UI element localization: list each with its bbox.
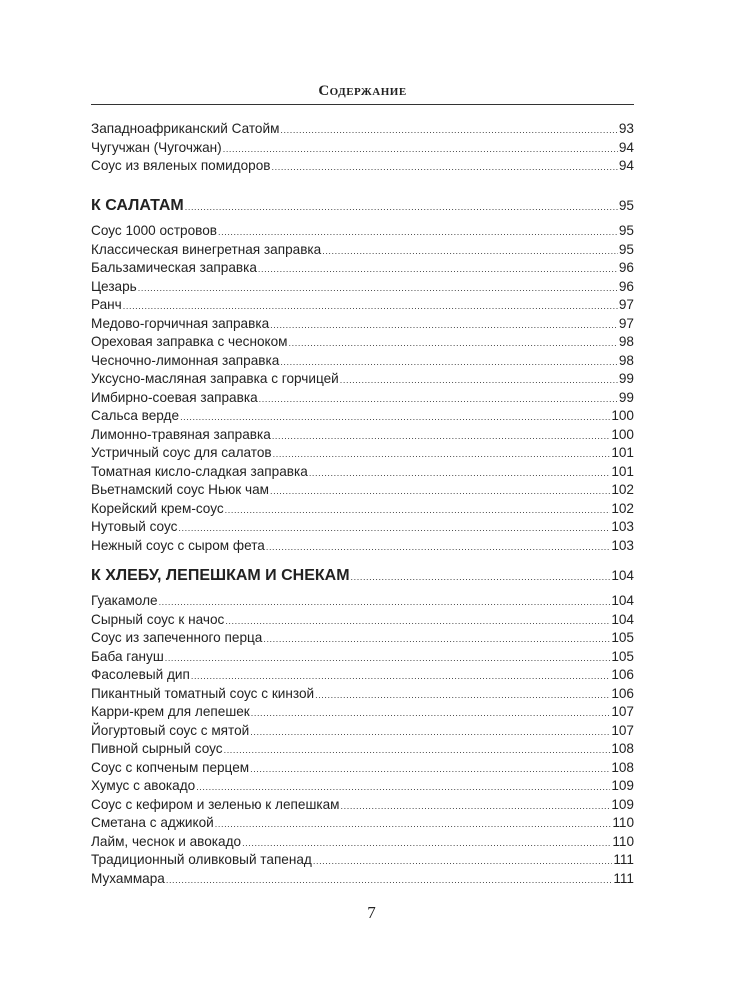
header-rule [91,104,634,105]
toc-entry[interactable] [91,222,634,241]
dot-leader [322,242,618,261]
dot-leader [225,501,611,520]
dot-leader [351,564,611,590]
toc-entry-page: 111 [613,852,634,867]
toc-entry[interactable] [91,444,634,463]
toc-entry-title: Лимонно-травяная заправка [91,426,271,442]
dot-leader [270,316,618,335]
toc-entry-page: 102 [611,482,634,497]
toc-entry-title: Баба гануш [91,648,164,664]
dot-leader [185,194,618,220]
dot-leader [280,353,618,372]
toc-entry-page: 104 [611,611,634,627]
toc-section-title: К ХЛЕБУ, ЛЕПЕШКАМ И СНЕКАМ [91,567,350,584]
toc-entry-page: 110 [612,815,634,830]
toc-entry-title: Нежный соус с сыром фета [91,537,265,553]
dot-leader [272,427,611,446]
toc-entry[interactable] [91,777,634,796]
dot-leader [215,815,612,834]
dot-leader [263,630,610,649]
dot-leader [258,260,618,279]
toc-entry-page: 100 [611,408,634,423]
dot-leader [280,121,617,140]
toc-entry-title: Чугучжан (Чугочжан) [91,139,222,155]
toc-entry[interactable] [91,518,634,537]
toc-entry-title: Имбирно-соевая заправка [91,389,258,405]
dot-leader [242,834,611,853]
toc-entry-title: Медово-горчичная заправка [91,315,270,331]
toc-entry[interactable] [91,796,634,815]
dot-leader [166,871,612,890]
toc-entry[interactable] [91,370,634,389]
toc-entry[interactable] [91,759,634,778]
toc-entry-page: 107 [611,704,634,719]
toc-entry-title: Соус с кефиром и зеленью к лепешкам [91,796,340,812]
toc-entry-title: Традиционный оливковый тапенад [91,852,312,867]
toc-entry-title: Сырный соус к начос [91,611,225,627]
toc-entry-page: 106 [611,667,634,682]
toc-entry-title: Ореховая заправка с чесноком [91,334,288,349]
toc-entry-title: Хумус с авокадо [91,778,196,793]
toc-entry-page: 99 [618,389,634,405]
toc-entry-title: Западноафриканский Сатойм [91,121,280,136]
page-number: 7 [367,903,376,922]
toc-entry-title: Нутовый соус [91,519,178,534]
dot-leader [341,797,611,816]
toc-entry[interactable] [91,592,634,611]
toc-entry-title: Классическая винегретная заправка [91,241,322,257]
toc-entry[interactable] [91,870,634,889]
dot-leader [272,158,618,177]
dot-leader [259,390,618,409]
toc-entry-page: 98 [618,334,634,349]
toc-entry-page: 109 [611,796,634,812]
toc-entry[interactable] [91,389,634,408]
toc-entry-page: 100 [611,426,634,442]
toc-entry[interactable] [91,703,634,722]
dot-leader [270,482,610,501]
dot-leader [250,723,610,742]
toc-entry-title: Соус из запеченного перца [91,630,263,645]
toc-entry[interactable] [91,296,634,315]
toc-entry[interactable] [91,666,634,685]
dot-leader [123,297,618,316]
dot-leader [165,649,611,668]
toc-entry-page: 101 [611,445,634,460]
toc-entry-title: Цезарь [91,278,137,294]
toc-entry-page: 105 [611,648,634,664]
toc-section-page: 95 [618,198,634,213]
toc-entry-title: Ранч [91,297,122,312]
toc-entry-title: Мухаммара [91,870,165,886]
toc-entry[interactable] [91,685,634,704]
toc-entry-page: 104 [611,593,634,608]
dot-leader [315,686,610,705]
toc-entry[interactable] [91,407,634,426]
toc-entry-page: 103 [611,519,634,534]
toc-section-title: К САЛАТАМ [91,197,184,214]
toc-entry-title: Чесночно-лимонная заправка [91,352,280,368]
toc-entry[interactable] [91,814,634,833]
toc-entry-title: Карри-крем для лепешек [91,704,250,719]
toc-entry-title: Соус с копченым перцем [91,759,250,775]
toc-entry-title: Пивной сырный соус [91,741,223,756]
toc-entry[interactable] [91,241,634,260]
toc-section-bread-snacks [91,563,634,888]
toc-section-page: 104 [611,568,634,583]
toc-entry[interactable] [91,120,634,139]
toc-entry-title: Бальзамическая заправка [91,260,257,275]
toc-entry[interactable] [91,722,634,741]
dot-leader [196,778,610,797]
toc-entry[interactable] [91,648,634,667]
toc-entry-page: 102 [611,500,634,516]
toc-entry-page: 96 [618,278,634,294]
toc-entry-page: 97 [618,297,634,312]
toc-entry-page: 111 [613,870,634,886]
toc-entry-title: Йогуртовый соус с мятой [91,722,250,738]
toc-entry-page: 110 [612,833,634,849]
toc-entry-page: 107 [611,722,634,738]
toc-entry[interactable] [91,833,634,852]
dot-leader [191,667,610,686]
toc-entry[interactable] [91,157,634,176]
toc-entry[interactable] [91,259,634,278]
toc-entry[interactable] [91,611,634,630]
toc-entry-title: Томатная кисло-сладкая заправка [91,463,308,479]
toc-entry-title: Сметана с аджикой [91,815,214,830]
toc-entry[interactable] [91,139,634,158]
toc-entry[interactable] [91,278,634,297]
toc-entry-page: 93 [618,121,634,136]
running-header: Содержание [318,83,407,99]
dot-leader [223,140,618,159]
toc-entry-page: 108 [611,741,634,756]
toc-entry-title: Устричный соус для салатов [91,445,272,460]
toc-entry-title: Уксусно-масляная заправка с горчицей [91,371,339,386]
toc-entry-page: 101 [611,463,634,479]
dot-leader [273,445,611,464]
toc-entry-page: 106 [611,685,634,701]
toc-entry[interactable] [91,740,634,759]
dot-leader [138,279,618,298]
dot-leader [309,464,610,483]
toc-entry-title: Фасолевый дип [91,667,190,682]
toc-top-entries [91,120,634,176]
toc-entry[interactable] [91,463,634,482]
dot-leader [178,519,610,538]
toc-entry-title: Соус 1000 островов [91,223,218,238]
toc-entry[interactable] [91,629,634,648]
toc-entry[interactable] [91,333,634,352]
toc-entry-page: 105 [611,630,634,645]
toc-entry-page: 95 [618,223,634,238]
toc-entry-page: 94 [618,158,634,173]
toc-entry-page: 108 [611,759,634,775]
toc-entry-page: 103 [611,537,634,553]
toc-entry[interactable] [91,500,634,519]
dot-leader [289,334,618,353]
toc-entry-title: Гуакамоле [91,593,158,608]
toc-entry-title: Корейский крем-соус [91,500,224,516]
toc-entry[interactable] [91,537,634,556]
toc-entry-title: Вьетнамский соус Ньюк чам [91,482,269,497]
toc-entry[interactable] [91,851,634,870]
dot-leader [340,371,618,390]
toc-entry-page: 99 [618,371,634,386]
toc-entry-page: 96 [618,260,634,275]
toc-entry-page: 95 [618,241,634,257]
dot-leader [218,223,618,242]
dot-leader [251,704,611,723]
toc-entry[interactable] [91,426,634,445]
toc-section-salads [91,193,634,555]
toc-entry-page: 97 [618,315,634,331]
dot-leader [225,612,610,631]
toc-entry-title: Пикантный томатный соус с кинзой [91,685,315,701]
toc-section-heading[interactable] [91,563,634,589]
toc-entry[interactable] [91,315,634,334]
toc-entry-page: 109 [611,778,634,793]
dot-leader [250,760,610,779]
dot-leader [180,408,610,427]
toc-entry-page: 94 [618,139,634,155]
toc-entry-title: Соус из вяленых помидоров [91,158,271,173]
toc-entry-title: Лайм, чеснок и авокадо [91,833,242,849]
dot-leader [159,593,611,612]
toc-entry[interactable] [91,352,634,371]
toc-entry-page: 98 [618,352,634,368]
toc-entry-title: Сальса верде [91,408,180,423]
dot-leader [266,538,610,557]
dot-leader [313,852,612,871]
toc-section-heading[interactable] [91,193,634,219]
toc-entry[interactable] [91,481,634,500]
dot-leader [224,741,611,760]
